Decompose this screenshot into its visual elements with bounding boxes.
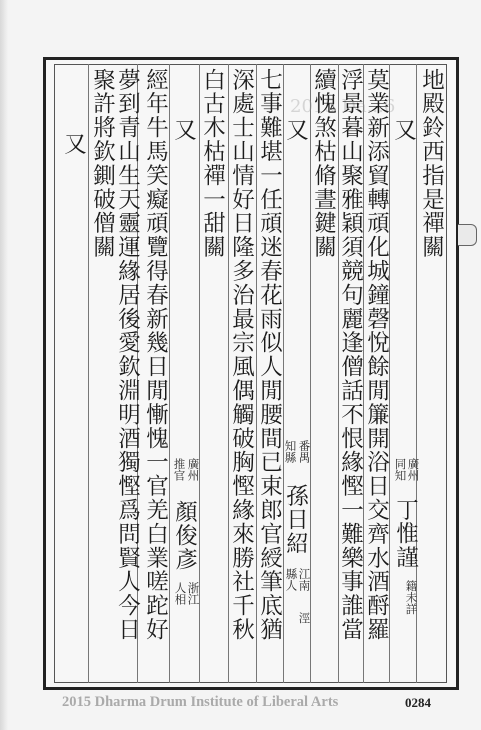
- text-column: 聚許將欽鍘破僧關: [89, 68, 116, 260]
- column-rule: [283, 64, 284, 683]
- watermark-bottom: 2015 Dharma Drum Institute of Liberal Arts: [62, 694, 339, 710]
- annotation: 同知: [393, 458, 408, 481]
- text-column: 莫業新添貿轉頑化城鐘磬悅餘閒簾開浴日交齊水酒酹羅: [363, 68, 390, 642]
- annotation: 籍未詳: [404, 580, 419, 615]
- text-column-marker: 又: [390, 118, 417, 142]
- annotation: 縣人: [284, 568, 299, 591]
- page-tab: [458, 224, 477, 246]
- watermark-top: 2015 Da...6: [290, 96, 396, 117]
- text-column-marker: 又: [170, 118, 197, 142]
- annotation: 推官: [172, 458, 187, 481]
- text-column: 七事難堪一任頑迷春花雨似人閒腰間已束郎官綬筆底猶: [256, 68, 283, 642]
- annotation: 廣州: [406, 458, 421, 481]
- annotation: 番禺: [297, 440, 312, 463]
- page-number: 0284: [405, 695, 431, 710]
- page-binding-shadow: [0, 0, 8, 730]
- text-column: 地殿鈴西指是禪關: [418, 68, 445, 260]
- annotation: 廣州: [186, 458, 201, 481]
- text-column: 浮景暮山聚雅穎須競句麗逢僧話不恨緣慳一難樂事誰當: [337, 68, 364, 642]
- column-rule: [88, 64, 89, 683]
- text-column: 深處士山情好日隆多治最宗風偶觸破胸慳緣來勝社千秋: [228, 68, 255, 642]
- text-column: 白古木枯禪一甜關: [199, 68, 226, 260]
- annotation: 知縣: [283, 440, 298, 463]
- author-name: 孫日紹: [282, 484, 309, 556]
- text-column-marker: 又: [282, 118, 309, 142]
- annotation: 人相: [173, 582, 188, 605]
- annotation: 涇: [297, 612, 312, 624]
- author-name: 顏俊彥: [171, 500, 198, 572]
- author-name: 丁惟謹: [392, 498, 419, 570]
- text-column: 經年牛馬笑癡頑覽得春新幾日閒慚愧一官羌白業嗟跎好: [142, 68, 169, 642]
- annotation: 江南: [297, 568, 312, 591]
- text-column: 續愧煞枯脩晝鍵關: [310, 68, 337, 260]
- text-column: 夢到青山生天靈運緣居後愛欽淵明酒獨慳爲問賢人今日: [114, 68, 141, 642]
- column-rule: [169, 64, 170, 683]
- text-column-marker: 又: [60, 132, 87, 156]
- annotation: 浙江: [186, 582, 201, 605]
